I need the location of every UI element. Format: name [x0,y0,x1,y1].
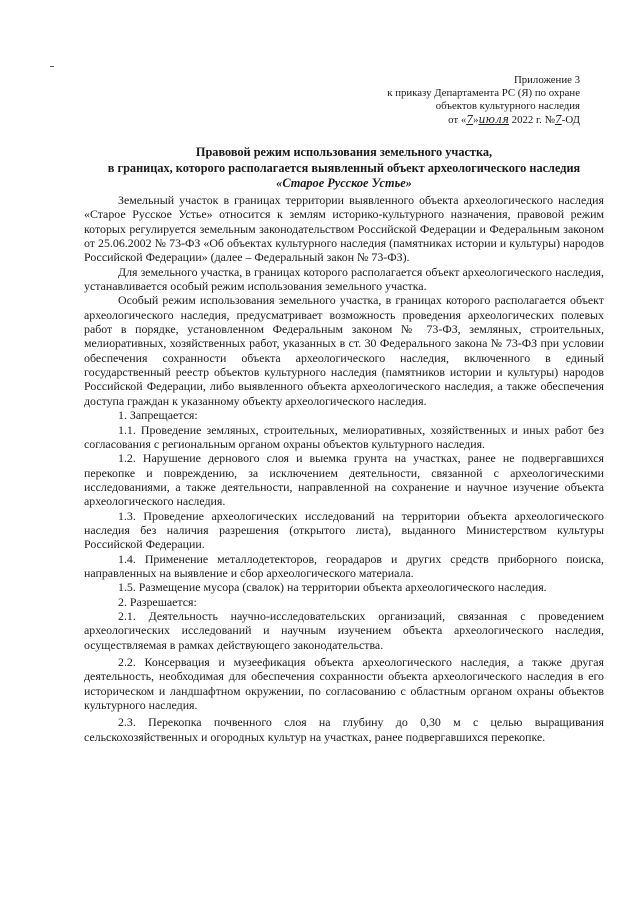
order-date-mid: » [473,114,479,126]
appendix-order-reference: к приказу Департамента РС (Я) по охране [387,87,580,99]
prohibited-item-1-1: 1.1. Проведение земляных, строительных, мелиоративных, хозяйственных и иных работ без согласования с региональным органом охраны объектов культурного наследия. [84,422,604,451]
section-prohibited-heading: 1. Запрещается: [118,408,198,423]
appendix-order-date-number [320,113,580,127]
prohibited-item-1-2: 1.2. Нарушение дернового слоя и выемка грунта на участках, ранее не подвергавшихся перекопке и повреждению, за исключением деятельности, связанной с археологическими исследованиями, а также деятельности, направленной на сохранение и научное изучение объекта археологического наследия. [84,451,604,509]
order-date-month: июля [478,113,509,126]
paragraph-regime: Для земельного участка, в границах которого располагается объект археологического наследия, устанавливается особый режим использования земельного участка. [84,264,604,294]
scan-mark [50,66,54,67]
appendix-header [320,74,580,127]
order-date-year: 2022 г. № [508,114,555,126]
order-date-day: 7 [466,113,474,126]
order-date-prefix: от « [448,114,467,126]
allowed-item-2-2: 2.2. Консервация и музеефикация объекта археологического наследия, а также другая деятельность, необходимая для обеспечения сохранности объекта археологического наследия в его историческом и ландшафтном окружении, по согласованию с областным органом охраны объектов культурного наследия. [84,655,604,713]
allowed-item-2-3: 2.3. Перекопка почвенного слоя на глубину до 0,30 м с целью выращивания сельскохозяйственных и огородных культур на участках, ранее подвергавшихся перекопке. [84,715,604,744]
appendix-number: Приложение 3 [513,74,580,86]
prohibited-item-1-3: 1.3. Проведение археологических исследований на территории объекта археологического наследия без наличия разрешения (открытого листа), выданного Министерством культуры Российской Федерации. [84,508,604,552]
paragraph-intro: Земельный участок в границах территории выявленного объекта археологического наследия «Старое Русское Устье» относится к землям историко-культурного назначения, правовой режим которых регулируется земельным законодательством Российской Федерации и Федеральным законом от 25.06.2002 № 73-ФЗ «Об объектах культурного наследия (памятниках истории и культуры) народов Российской Федерации» (далее – Федеральный закон № 73-ФЗ). [84,193,604,265]
order-number: 7 [554,113,562,126]
title-line-2: в границах, которого располагается выявленный объект археологического наследия [107,160,581,175]
section-allowed-heading: 2. Разрешается: [118,594,197,609]
allowed-item-2-1: 2.1. Деятельность научно-исследовательских организаций, связанная с проведением археологических исследований и научным изучением объекта археологического наследия, осуществляемая в рамках действующего законодательства. [84,608,604,652]
prohibited-item-1-4: 1.4. Применение металлодетекторов, георадаров и других средств приборного поиска, направленных на выявление и сбор археологического материала. [84,551,604,580]
title-line-1: Правовой режим использования земельного участка, [195,145,493,159]
order-number-suffix: -ОД [561,114,580,126]
paragraph-special-regime: Особый режим использования земельного участка, в границах которого располагается объект археологического наследия, предусматривает возможность проведения археологических полевых работ в порядке, установленном Федеральным законом № 73-ФЗ, земляных, строительных, мелиоративных, хозяйственных работ, указанных в ст. 30 Федерального закона № 73-ФЗ при условии обеспечения сохранности объекта археологического наследия, включенного в единый государственный реестр объектов культурного наследия (памятников истории и культуры) народов Российской Федерации, либо выявленного объекта археологического наследия, а также обеспечения доступа граждан к указанному объекту археологического наследия. [84,293,604,408]
title-site-name: «Старое Русское Устье» [276,176,412,190]
document-body [84,193,604,744]
prohibited-item-1-5: 1.5. Размещение мусора (свалок) на территории объекта археологического наследия. [118,580,547,595]
document-title [84,145,604,192]
appendix-order-subject: объектов культурного наследия [435,100,580,112]
